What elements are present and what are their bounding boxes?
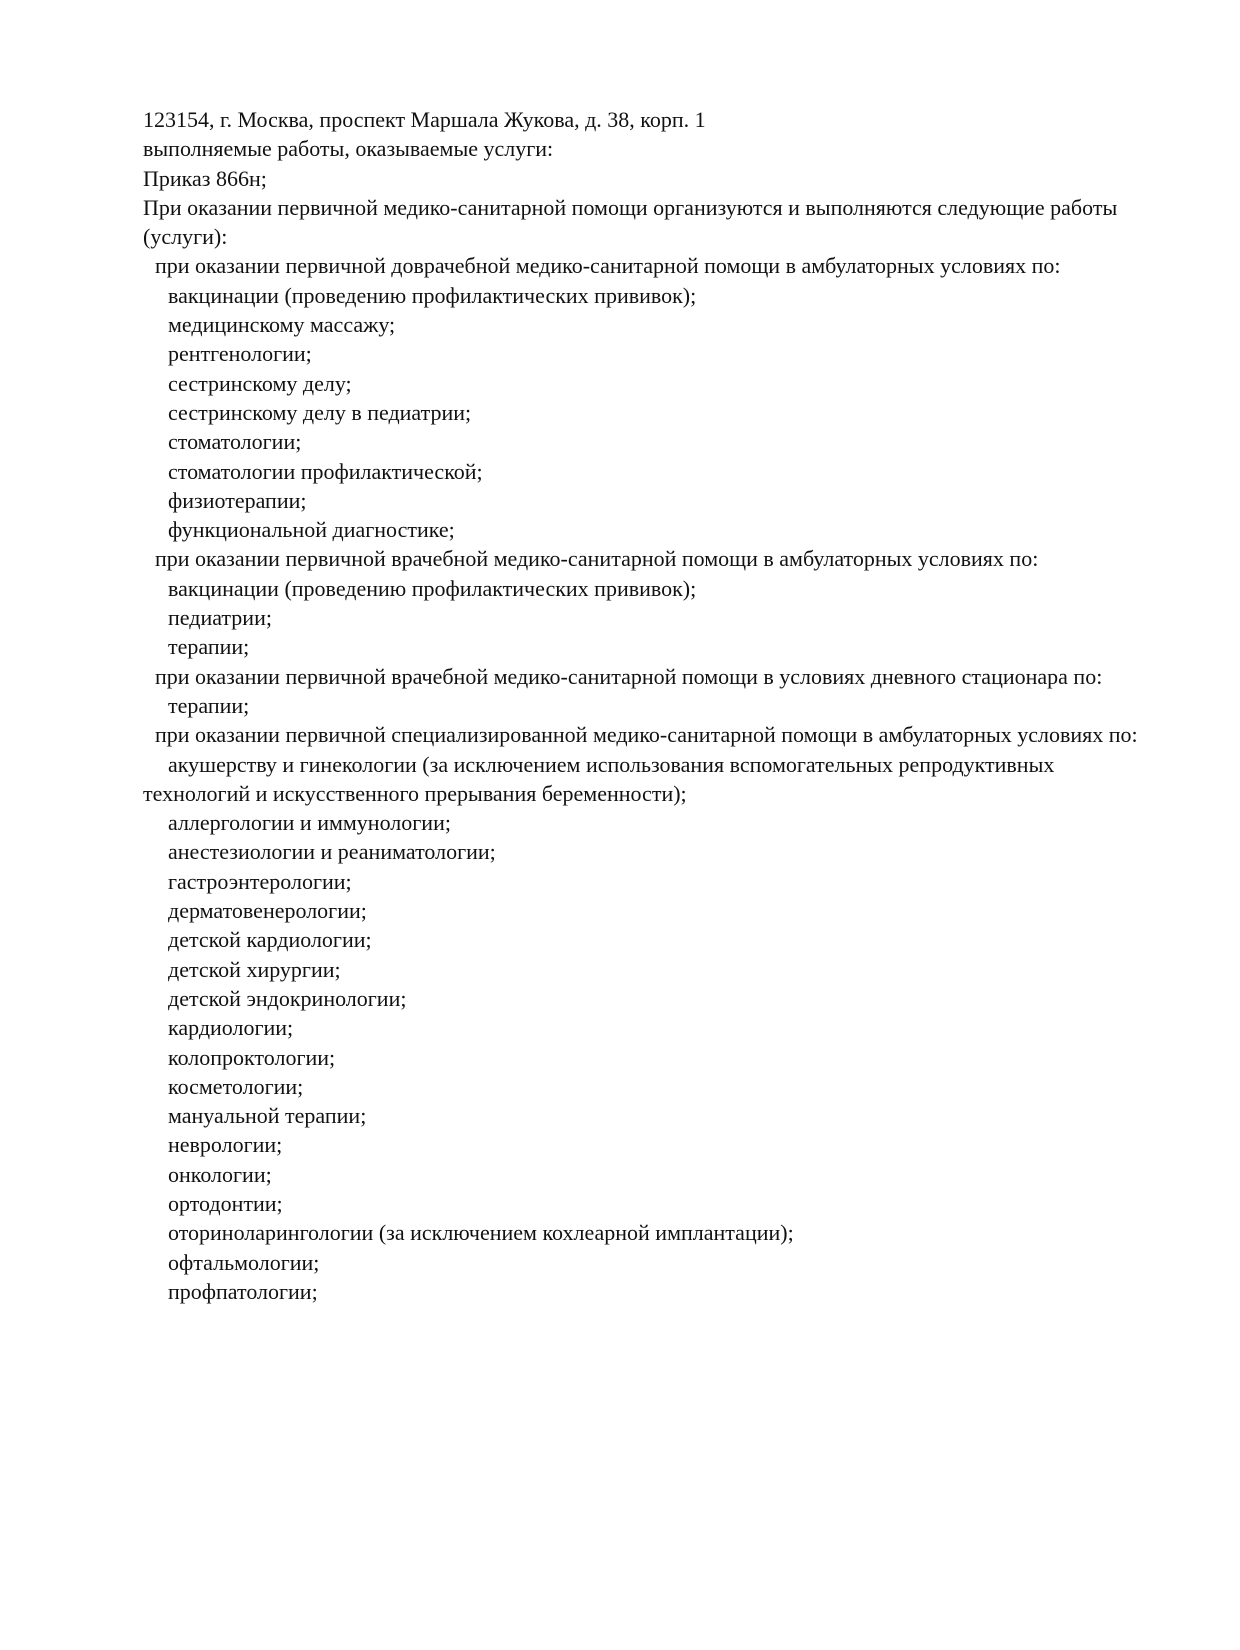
list-item: акушерству и гинекологии (за исключением использования вспомогательных репродуктивных технологий и искусственного прерывания беременности); [143, 751, 1055, 806]
section-heading-line: при оказании первичной врачебной медико-санитарной помощи в условиях дневного стационара по: [155, 663, 1103, 689]
list-item: дерматовенерологии; [168, 898, 367, 924]
list-item: гастроэнтерологии; [168, 868, 352, 894]
section-heading-line: при оказании первичной врачебной медико-санитарной помощи в амбулаторных условиях по: [155, 546, 1039, 572]
list-item: терапии; [168, 692, 250, 718]
document-paragraph: Приказ 866н; [143, 165, 267, 191]
list-item: аллергологии и иммунологии; [168, 810, 451, 836]
list-item: физиотерапии; [168, 487, 307, 513]
document-body [143, 105, 1153, 1306]
list-item: рентгенологии; [168, 341, 312, 367]
list-item: стоматологии; [168, 429, 302, 455]
list-item: колопроктологии; [168, 1044, 336, 1070]
list-item: сестринскому делу в педиатрии; [168, 399, 472, 425]
document-paragraph: 123154, г. Москва, проспект Маршала Жукова, д. 38, корп. 1 [143, 107, 706, 132]
list-item: профпатологии; [168, 1278, 318, 1304]
list-item: онкологии; [168, 1161, 272, 1187]
list-item: вакцинации (проведению профилактических прививок); [168, 575, 697, 601]
list-item: функциональной диагностике; [168, 517, 455, 543]
list-item: вакцинации (проведению профилактических прививок); [168, 282, 697, 308]
list-item: терапии; [168, 634, 250, 660]
list-item: педиатрии; [168, 605, 272, 631]
list-item: мануальной терапии; [168, 1103, 367, 1129]
list-item: косметологии; [168, 1073, 304, 1099]
list-item: ортодонтии; [168, 1190, 283, 1216]
section-heading-line: при оказании первичной доврачебной медико-санитарной помощи в амбулаторных условиях по: [155, 253, 1061, 279]
list-item: стоматологии профилактической; [168, 458, 483, 484]
list-item: оториноларингологии (за исключением кохлеарной имплантации); [168, 1220, 794, 1246]
list-item: кардиологии; [168, 1015, 294, 1041]
document-paragraph: При оказании первичной медико-санитарной помощи организуются и выполняются следующие работы (услуги): [143, 194, 1118, 250]
list-item: медицинскому массажу; [168, 312, 396, 338]
list-item: неврологии; [168, 1132, 283, 1158]
document-paragraph: выполняемые работы, оказываемые услуги: [143, 136, 554, 162]
list-item: анестезиологии и реаниматологии; [168, 839, 496, 865]
list-item: детской кардиологии; [168, 927, 372, 953]
section-heading-line: при оказании первичной специализированной медико-санитарной помощи в амбулаторных условиях по: [155, 722, 1138, 748]
list-item: сестринскому делу; [168, 370, 352, 396]
list-item: детской эндокринологии; [168, 985, 407, 1011]
list-item: офтальмологии; [168, 1249, 320, 1275]
list-item: детской хирургии; [168, 956, 341, 982]
